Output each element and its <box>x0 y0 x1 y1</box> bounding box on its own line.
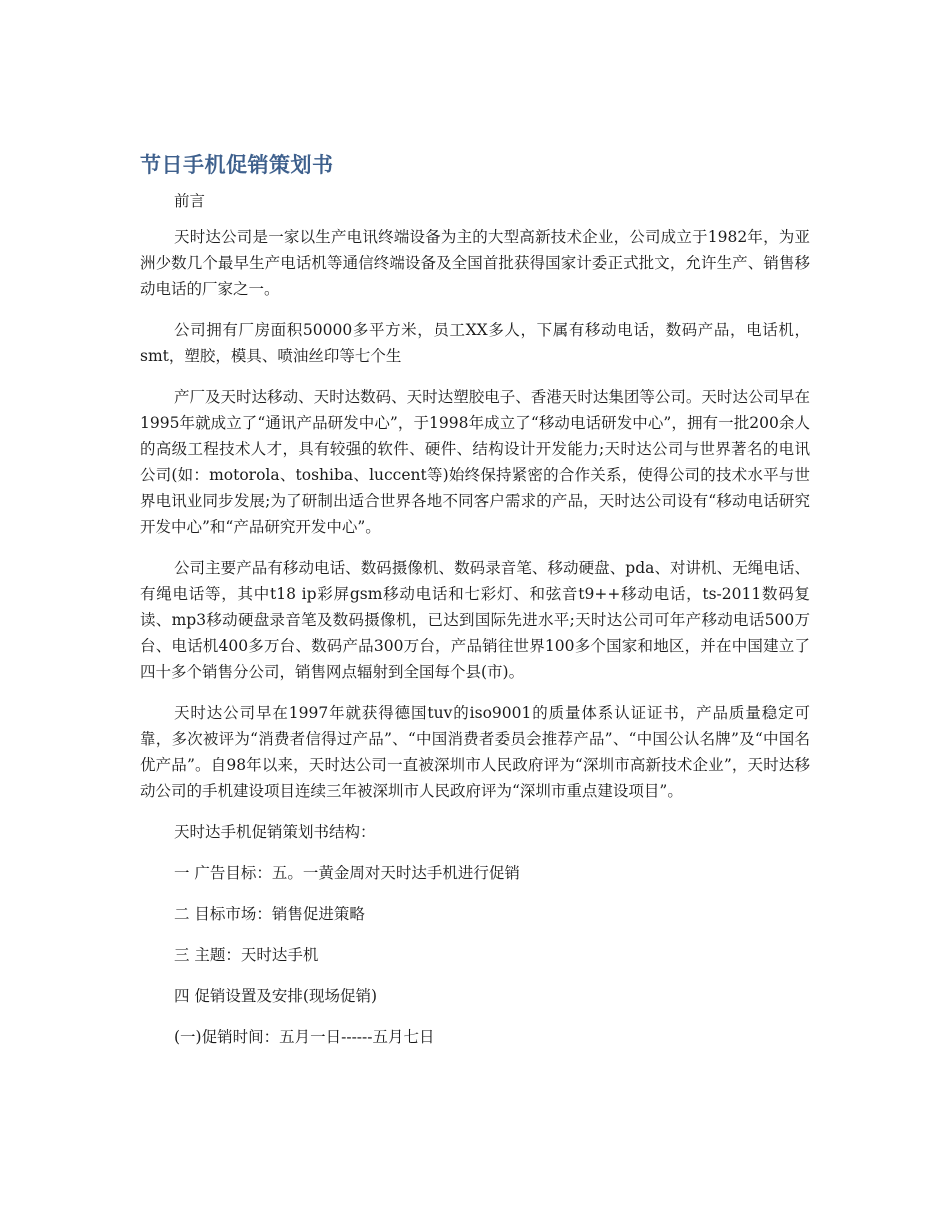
paragraph-certifications: 天时达公司早在1997年就获得德国tuv的iso9001的质量体系认证证书，产品质量稳定可靠，多次被评为“消费者信得过产品”、“中国消费者委员会推荐产品”、“中国公认名牌”及“中国名优产品”。自98年以来，天时达公司一直被深圳市人民政府评为“深圳市高新技术企业”，天时达移动公司的手机建设项目连续三年被深圳市人民政府评为“深圳市重点建设项目”。 <box>140 704 810 800</box>
list-item-promotion-setup: 四 促销设置及安排(现场促销) <box>174 987 378 1005</box>
paragraph-company-rnd: 产厂及天时达移动、天时达数码、天时达塑胶电子、香港天时达集团等公司。天时达公司早在1995年就成立了“通讯产品研发中心”，于1998年成立了“移动电话研发中心”，拥有一批200余人的高级工程技术人才，具有较强的软件、硬件、结构设计开发能力;天时达公司与世界著名的电讯公司(如：motorola、toshiba、luccent等)始终保持紧密的合作关系，使得公司的技术水平与世界电讯业同步发展;为了研制出适合世界各地不同客户需求的产品，天时达公司设有“移动电话研究开发中心”和“产品研究开发中心”。 <box>140 388 810 536</box>
list-item-promotion-time: (一)促销时间：五月一日------五月七日 <box>174 1028 435 1046</box>
paragraph-structure-heading: 天时达手机促销策划书结构： <box>174 823 376 841</box>
document-title: 节日手机促销策划书 <box>140 153 334 177</box>
section-heading-preface: 前言 <box>174 192 206 210</box>
paragraph-company-facilities: 公司拥有厂房面积50000多平方米，员工XX多人，下属有移动电话，数码产品，电话机，smt，塑胶，模具、喷油丝印等七个生 <box>140 321 810 365</box>
document-page <box>140 150 810 1065</box>
paragraph-company-intro: 天时达公司是一家以生产电讯终端设备为主的大型高新技术企业，公司成立于1982年，为亚洲少数几个最早生产电话机等通信终端设备及全国首批获得国家计委正式批文，允许生产、销售移动电话的厂家之一。 <box>140 228 810 298</box>
list-item-ad-goal: 一 广告目标：五。一黄金周对天时达手机进行促销 <box>174 864 520 882</box>
list-item-target-market: 二 目标市场：销售促进策略 <box>174 905 365 923</box>
list-item-theme: 三 主题：天时达手机 <box>174 946 319 964</box>
paragraph-products: 公司主要产品有移动电话、数码摄像机、数码录音笔、移动硬盘、pda、对讲机、无绳电话、有绳电话等，其中t18 ip彩屏gsm移动电话和七彩灯、和弦音t9++移动电话，ts-2011数码复读、mp3移动硬盘录音笔及数码摄像机，已达到国际先进水平;天时达公司可年产移动电话500万台、电话机400多万台、数码产品300万台，产品销往世界100多个国家和地区，并在中国建立了四十多个销售分公司，销售网点辐射到全国每个县(市)。 <box>140 559 810 681</box>
